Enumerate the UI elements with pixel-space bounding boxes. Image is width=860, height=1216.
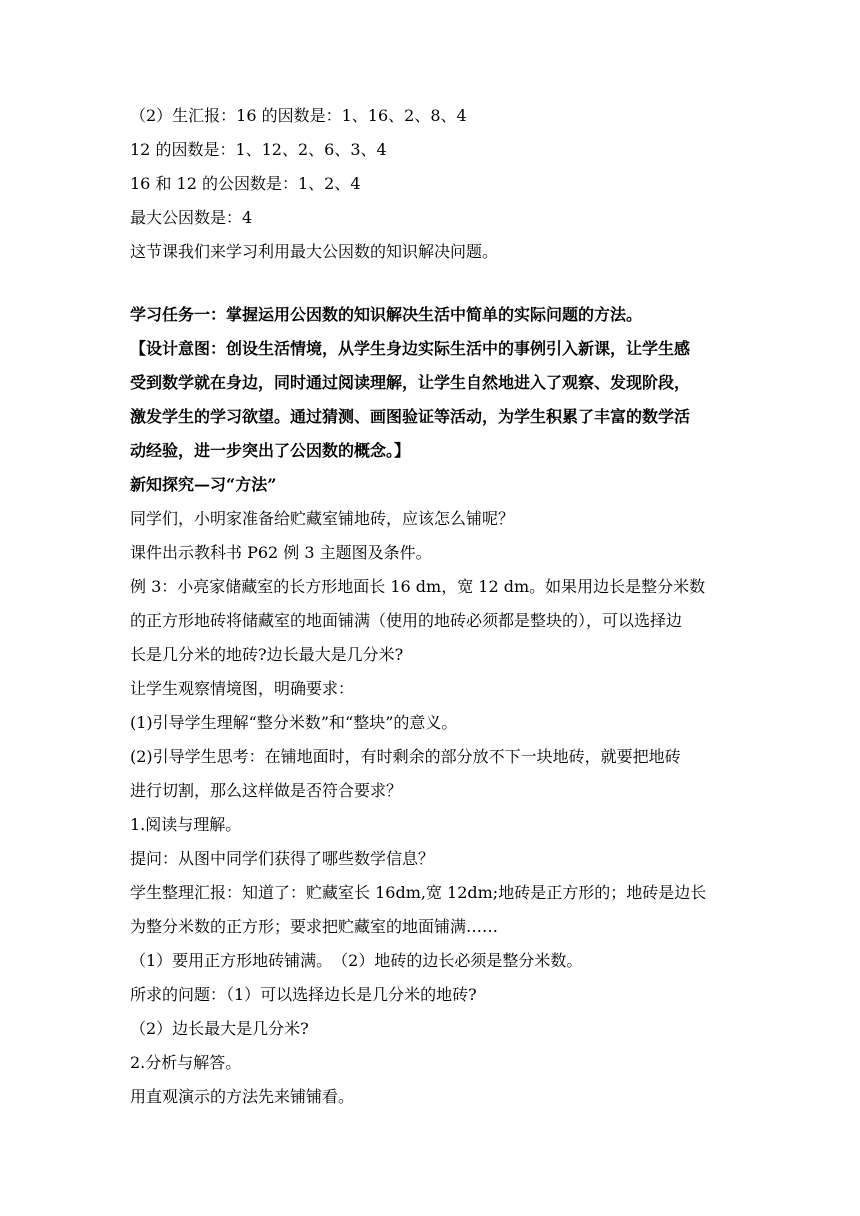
text-line: （1）要用正方形地砖铺满。 （2）地砖的边长必须是整分米数。 (130, 951, 583, 970)
text-line: 的正方形地砖将储藏室的地面铺满（使用的地砖必须都是整块的），可以选择边 (130, 611, 683, 630)
text-line: 长是几分米的地砖?边长最大是几分米? (130, 645, 404, 664)
text-line: 2.分析与解答。 (130, 1053, 242, 1072)
text-line: 16 和 12 的公因数是：1、2、4 (130, 174, 361, 193)
text-line: 动经验，进一步突出了公因数的概念。】 (130, 441, 411, 460)
text-line: （2）边长最大是几分米? (130, 1019, 309, 1038)
text-line: 1.阅读与理解。 (130, 815, 242, 834)
text-line: 所求的问题：（1）可以选择边长是几分米的地砖? (130, 985, 477, 1004)
text-line: 最大公因数是：4 (130, 208, 253, 227)
text-line: 用直观演示的方法先来铺铺看。 (130, 1087, 355, 1106)
subheading: 新知探究—习“方法” (130, 475, 277, 494)
text-line: (1)引导学生理解“整分米数”和“整块”的意义。 (130, 713, 458, 732)
text-line: 受到数学就在身边，同时通过阅读理解，让学生自然地进入了观察、发现阶段， (130, 373, 691, 392)
text-line: 为整分米数的正方形；要求把贮藏室的地面铺满…… (130, 917, 499, 936)
text-line: 12 的因数是：1、12、2、6、3、4 (130, 140, 387, 159)
text-line: 课件出示教科书 P62 例 3 主题图及条件。 (130, 543, 432, 562)
text-line: （2）生汇报：16 的因数是：1、16、2、8、4 (130, 106, 467, 125)
text-line: 这节课我们来学习利用最大公因数的知识解决问题。 (130, 242, 499, 261)
text-line: (2)引导学生思考：在铺地面时，有时剩余的部分放不下一块地砖，就要把地砖 (130, 747, 681, 766)
text-line: 激发学生的学习欲望。通过猜测、画图验证等活动，为学生积累了丰富的数学活 (130, 407, 691, 426)
text-line: 提问：从图中同学们获得了哪些数学信息？ (130, 849, 435, 868)
section-heading: 学习任务一：掌握运用公因数的知识解决生活中简单的实际问题的方法。 (130, 305, 643, 324)
text-line: 同学们，小明家准备给贮藏室铺地砖，应该怎么铺呢？ (130, 509, 515, 528)
text-line: 例 3：小亮家储藏室的长方形地面长 16 dm，宽 12 dm。如果用边长是整分米数 (130, 577, 706, 596)
text-line: 让学生观察情境图，明确要求： (130, 679, 355, 698)
text-line: 进行切割，那么这样做是否符合要求？ (130, 781, 403, 800)
text-line: 学生整理汇报：知道了：贮藏室长 16dm,宽 12dm;地砖是正方形的；地砖是边长 (130, 883, 707, 902)
text-line: 【设计意图：创设生活情境，从学生身边实际生活中的事例引入新课，让学生感 (130, 339, 691, 358)
